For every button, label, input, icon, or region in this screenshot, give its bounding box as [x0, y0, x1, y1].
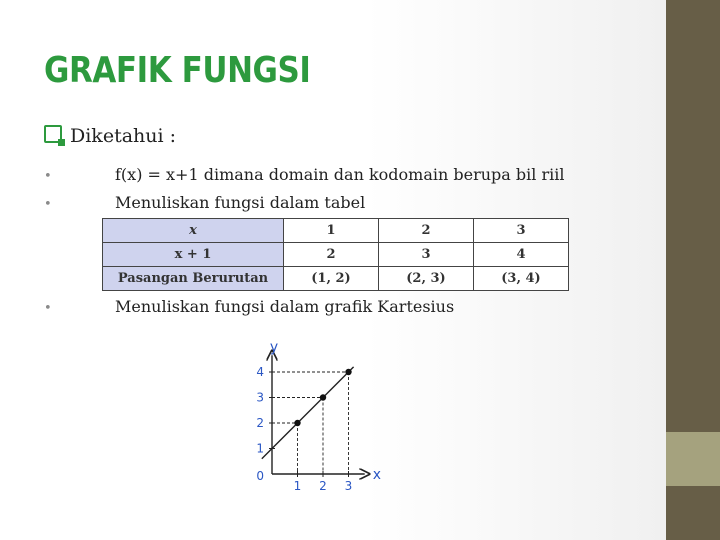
data-point	[345, 369, 351, 375]
table-cell: 2	[379, 219, 474, 243]
bullet-function-text: f(x) = x+1 dimana domain dan kodomain berupa bil riil	[115, 165, 565, 184]
right-sidebar-decoration	[666, 0, 720, 540]
sidebar-accent-block	[666, 432, 720, 486]
table-cell: (2, 3)	[379, 267, 474, 291]
bullet-function	[44, 165, 564, 184]
x-tick-label: 1	[293, 479, 302, 493]
table-cell: 3	[379, 243, 474, 267]
bullet-table-text: Menuliskan fungsi dalam tabel	[115, 193, 366, 212]
slide-title: GRAFIK FUNGSI	[44, 50, 311, 91]
y-tick-label: 2	[256, 416, 264, 430]
x-tick-label: 3	[344, 479, 353, 493]
cartesian-graph	[250, 330, 400, 500]
table-row-label: x	[103, 219, 284, 243]
x-axis-label: x	[372, 467, 381, 483]
bullet-graph-text: Menuliskan fungsi dalam grafik Kartesius	[115, 297, 455, 316]
main-bullet	[44, 125, 176, 147]
bullet-dot-icon: •	[44, 301, 52, 316]
y-tick-label: 1	[256, 441, 264, 456]
table-cell: 4	[474, 243, 569, 267]
checkbox-bullet-icon	[44, 125, 62, 143]
table-row	[103, 243, 569, 267]
table-row	[103, 219, 569, 243]
table-cell: (1, 2)	[284, 267, 379, 291]
table-row-label: Pasangan Berurutan	[103, 267, 284, 291]
y-tick-label: 3	[256, 390, 264, 405]
bullet-table	[44, 193, 365, 212]
y-axis-label: y	[269, 339, 279, 356]
bullet-dot-icon: •	[44, 169, 52, 184]
table-cell: 2	[284, 243, 379, 267]
function-line	[262, 367, 354, 459]
table-cell: (3, 4)	[474, 267, 569, 291]
table-row-label: x + 1	[103, 243, 284, 267]
bullet-dot-icon: •	[44, 197, 52, 212]
origin-label: 0	[256, 469, 264, 483]
data-point	[294, 420, 300, 426]
y-tick-label: 4	[256, 365, 264, 379]
bullet-graph	[44, 297, 454, 316]
data-point	[320, 394, 326, 400]
function-table	[102, 218, 569, 291]
table-cell: 3	[474, 219, 569, 243]
table-cell: 1	[284, 219, 379, 243]
x-tick-label: 2	[319, 479, 327, 493]
table-row	[103, 267, 569, 291]
main-bullet-text: Diketahui :	[70, 125, 177, 147]
